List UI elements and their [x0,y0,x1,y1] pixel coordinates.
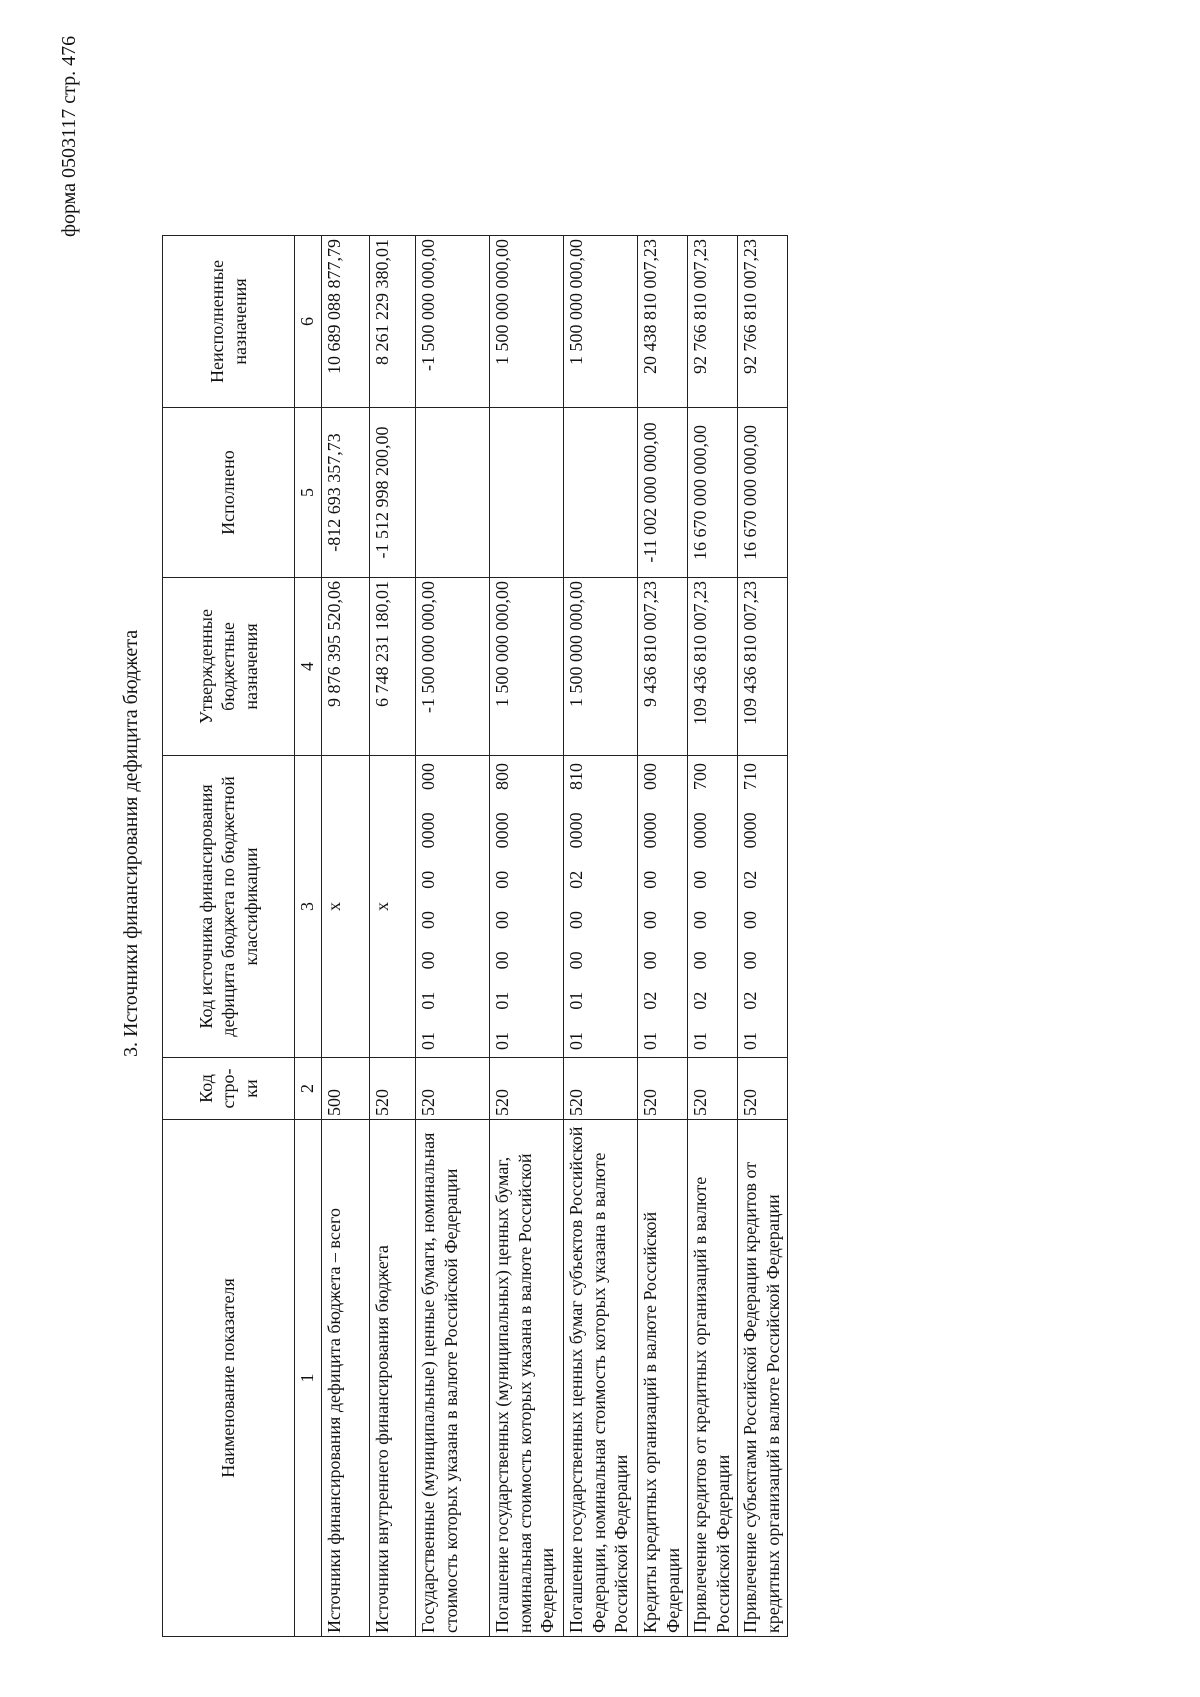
column-number: 1 [295,1120,322,1637]
source-code-parts [491,759,514,1054]
source-code-parts [739,759,762,1054]
row-indicator-name: Государственные (муниципальные) ценные бумаги, номинальная стоимость которых указана в валюте Российской Федерации [416,1120,490,1637]
row-executed: -11 002 000 000,00 [638,408,688,578]
row-line-code: 520 [416,1058,490,1120]
source-code-part: 01 [492,1032,512,1050]
source-code-part: 00 [566,951,586,970]
row-source-code [688,756,738,1058]
source-code-part: 00 [640,951,660,970]
source-code-part: 00 [690,951,710,970]
row-unexecuted: 10 689 088 877,79 [322,236,370,408]
table-header-row [163,236,295,1637]
row-executed [490,408,564,578]
row-source-code [490,756,564,1058]
source-code-part: 01 [418,1032,438,1050]
source-code-part: 00 [492,911,512,930]
row-source-code [416,756,490,1058]
source-code-part: 00 [690,911,710,930]
source-code-part: 01 [492,991,512,1010]
column-header-executed: Исполнено [163,408,295,578]
row-unexecuted: 1 500 000 000,00 [564,236,638,408]
table-row [416,236,490,1637]
source-code-parts [417,759,440,1054]
table-row [564,236,638,1637]
table-row [490,236,564,1637]
column-number: 2 [295,1058,322,1120]
row-source-code [738,756,788,1058]
row-line-code: 520 [490,1058,564,1120]
source-code-part: 710 [740,763,760,791]
column-header-line-code: Код стро-ки [163,1058,295,1120]
source-code-part: 0000 [640,812,660,849]
source-code-parts [689,759,712,1054]
financing-sources-table [162,235,788,1637]
row-line-code: 520 [370,1058,416,1120]
source-code-part: 01 [690,1032,710,1050]
row-approved: -1 500 000 000,00 [416,578,490,756]
table-row [738,236,788,1637]
source-code-part: 00 [640,911,660,930]
source-code-part: 00 [492,951,512,970]
source-code-part: 0000 [492,812,512,849]
source-code-part: 00 [492,870,512,889]
table-body [322,236,788,1637]
source-code-part: 02 [566,870,586,889]
source-code-part: 000 [640,763,660,791]
row-line-code: 520 [564,1058,638,1120]
column-header-unexecuted: Неисполненные назначения [163,236,295,408]
row-unexecuted: 8 261 229 380,01 [370,236,416,408]
row-indicator-name: Погашение государственных ценных бумаг субъектов Российской Федерации, номинальная стоимость которых указана в валюте Российской Федерации [564,1120,638,1637]
row-unexecuted: -1 500 000 000,00 [416,236,490,408]
row-line-code: 520 [688,1058,738,1120]
row-approved: 109 436 810 007,23 [738,578,788,756]
row-indicator-name: Кредиты кредитных организаций в валюте Российской Федерации [638,1120,688,1637]
column-header-name: Наименование показателя [163,1120,295,1637]
source-code-part: 02 [740,870,760,889]
row-indicator-name: Источники финансирования дефицита бюджета – всего [322,1120,370,1637]
table-row [638,236,688,1637]
source-code-part: 700 [690,763,710,791]
row-approved: 1 500 000 000,00 [490,578,564,756]
section-title: 3. Источники финансирования дефицита бюджета [120,629,142,1057]
source-code-part: 00 [640,870,660,889]
row-indicator-name: Источники внутреннего финансирования бюджета [370,1120,416,1637]
column-header-source-code: Код источника финансирования дефицита бюджета по бюджетной классификации [163,756,295,1058]
row-unexecuted: 92 766 810 007,23 [688,236,738,408]
row-source-code: x [370,756,416,1058]
row-indicator-name: Привлечение кредитов от кредитных организаций в валюте Российской Федерации [688,1120,738,1637]
column-number: 3 [295,756,322,1058]
row-executed: -1 512 998 200,00 [370,408,416,578]
source-code-part: 00 [418,870,438,889]
source-code-part: 00 [418,951,438,970]
source-code-part: 01 [566,1032,586,1050]
row-executed: 16 670 000 000,00 [738,408,788,578]
row-line-code: 520 [638,1058,688,1120]
row-unexecuted: 1 500 000 000,00 [490,236,564,408]
row-source-code [564,756,638,1058]
row-indicator-name: Привлечение субъектами Российской Федерации кредитов от кредитных организаций в валюте Российской Федерации [738,1120,788,1637]
source-code-part: 02 [640,991,660,1010]
column-number: 4 [295,578,322,756]
source-code-part: 0000 [566,812,586,849]
row-indicator-name: Погашение государственных (муниципальных) ценных бумаг, номинальная стоимость которых указана в валюте Российской Федерации [490,1120,564,1637]
source-code-part: 0000 [418,812,438,849]
table-row [370,236,416,1637]
row-approved: 1 500 000 000,00 [564,578,638,756]
source-code-part: 02 [690,991,710,1010]
row-approved: 6 748 231 180,01 [370,578,416,756]
row-executed [564,408,638,578]
source-code-part: 800 [492,763,512,791]
row-approved: 9 876 395 520,06 [322,578,370,756]
row-line-code: 500 [322,1058,370,1120]
source-code-part: 00 [690,870,710,889]
column-number: 6 [295,236,322,408]
row-unexecuted: 20 438 810 007,23 [638,236,688,408]
source-code-part: 01 [740,1032,760,1050]
row-source-code: x [322,756,370,1058]
column-number: 5 [295,408,322,578]
source-code-part: 000 [418,763,438,791]
source-code-part: 00 [740,911,760,930]
table-row [322,236,370,1637]
source-code-part: 0000 [740,812,760,849]
row-approved: 109 436 810 007,23 [688,578,738,756]
source-code-part: 00 [566,911,586,930]
column-number-row [295,236,322,1637]
column-header-approved: Утвержденные бюджетные назначения [163,578,295,756]
form-label: форма 0503117 стр. 476 [58,35,80,237]
source-code-part: 0000 [690,812,710,849]
row-executed: -812 693 357,73 [322,408,370,578]
source-code-part: 01 [418,991,438,1010]
source-code-part: 01 [566,991,586,1010]
row-source-code [638,756,688,1058]
source-code-parts [639,759,662,1054]
row-executed: 16 670 000 000,00 [688,408,738,578]
source-code-part: 00 [740,951,760,970]
source-code-part: 00 [418,911,438,930]
source-code-part: 02 [740,991,760,1010]
row-unexecuted: 92 766 810 007,23 [738,236,788,408]
row-line-code: 520 [738,1058,788,1120]
source-code-part: 01 [640,1032,660,1050]
table-row [688,236,738,1637]
source-code-parts [565,759,588,1054]
row-executed [416,408,490,578]
source-code-part: 810 [566,763,586,791]
row-approved: 9 436 810 007,23 [638,578,688,756]
